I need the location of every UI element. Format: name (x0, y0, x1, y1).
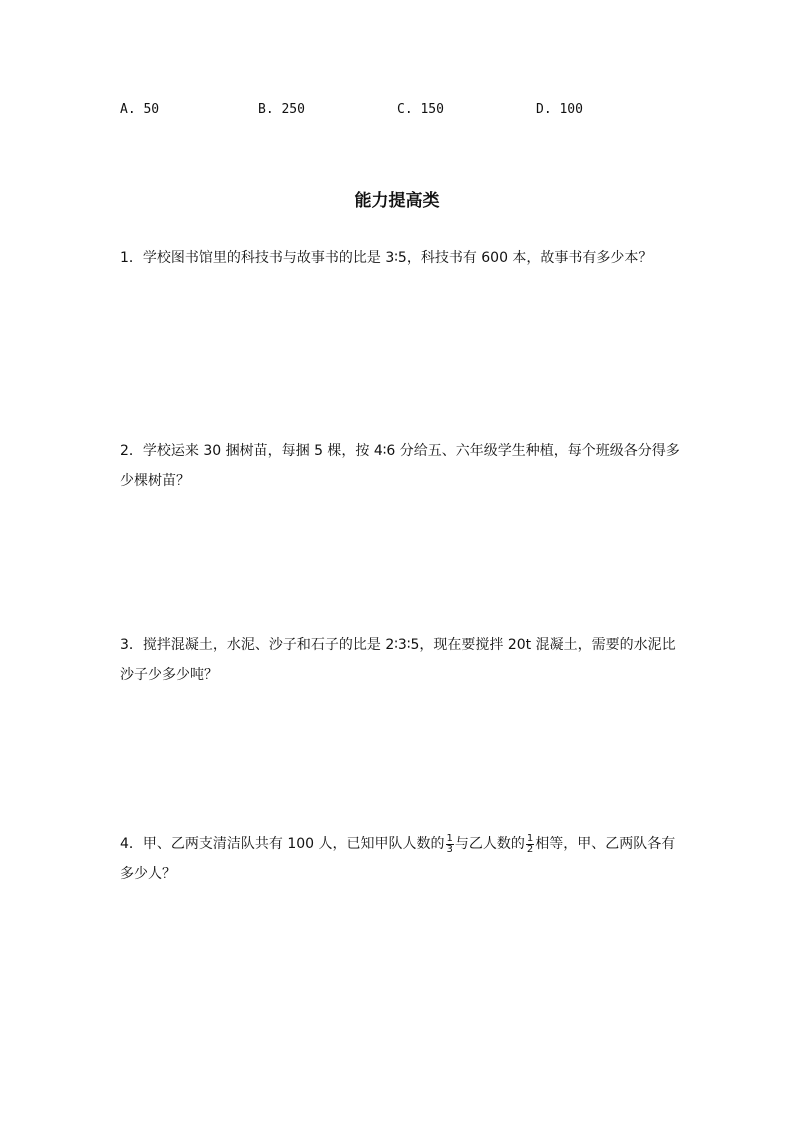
question-1: 1．学校图书馆里的科技书与故事书的比是 3∶5，科技书有 600 本，故事书有多少本？ (120, 250, 653, 266)
section-title: 能力提高类 (354, 191, 440, 211)
question-3: 3．搅拌混凝土，水泥、沙子和石子的比是 2∶3∶5，现在要搅拌 20t 混凝土，需要的水泥比沙子少多少吨？ (120, 637, 676, 683)
fraction-one-third (446, 834, 454, 855)
question-2: 2．学校运来 30 捆树苗，每捆 5 棵，按 4∶6 分给五、六年级学生种植，每个班级各分得多少棵树苗？ (120, 443, 680, 489)
option-a: A. 50 (120, 102, 160, 117)
fraction-denominator: 2 (526, 843, 534, 855)
question-4-part-2: 与乙人数的 (454, 836, 525, 852)
fraction-denominator: 3 (446, 843, 453, 855)
option-c: C. 150 (397, 102, 444, 117)
fraction-one-half (526, 834, 534, 855)
answer-options (120, 102, 680, 122)
question-4-part-1: 4．甲、乙两支清洁队共有 100 人，已知甲队人数的 (120, 836, 445, 852)
option-d: D. 100 (536, 102, 583, 117)
option-b: B. 250 (258, 102, 305, 117)
fraction-numerator: 1 (526, 832, 534, 844)
question-4-part-3: 相等，甲、乙两队各有多少人？ (120, 836, 676, 882)
fraction-numerator: 1 (446, 832, 453, 844)
question-4 (120, 829, 680, 889)
